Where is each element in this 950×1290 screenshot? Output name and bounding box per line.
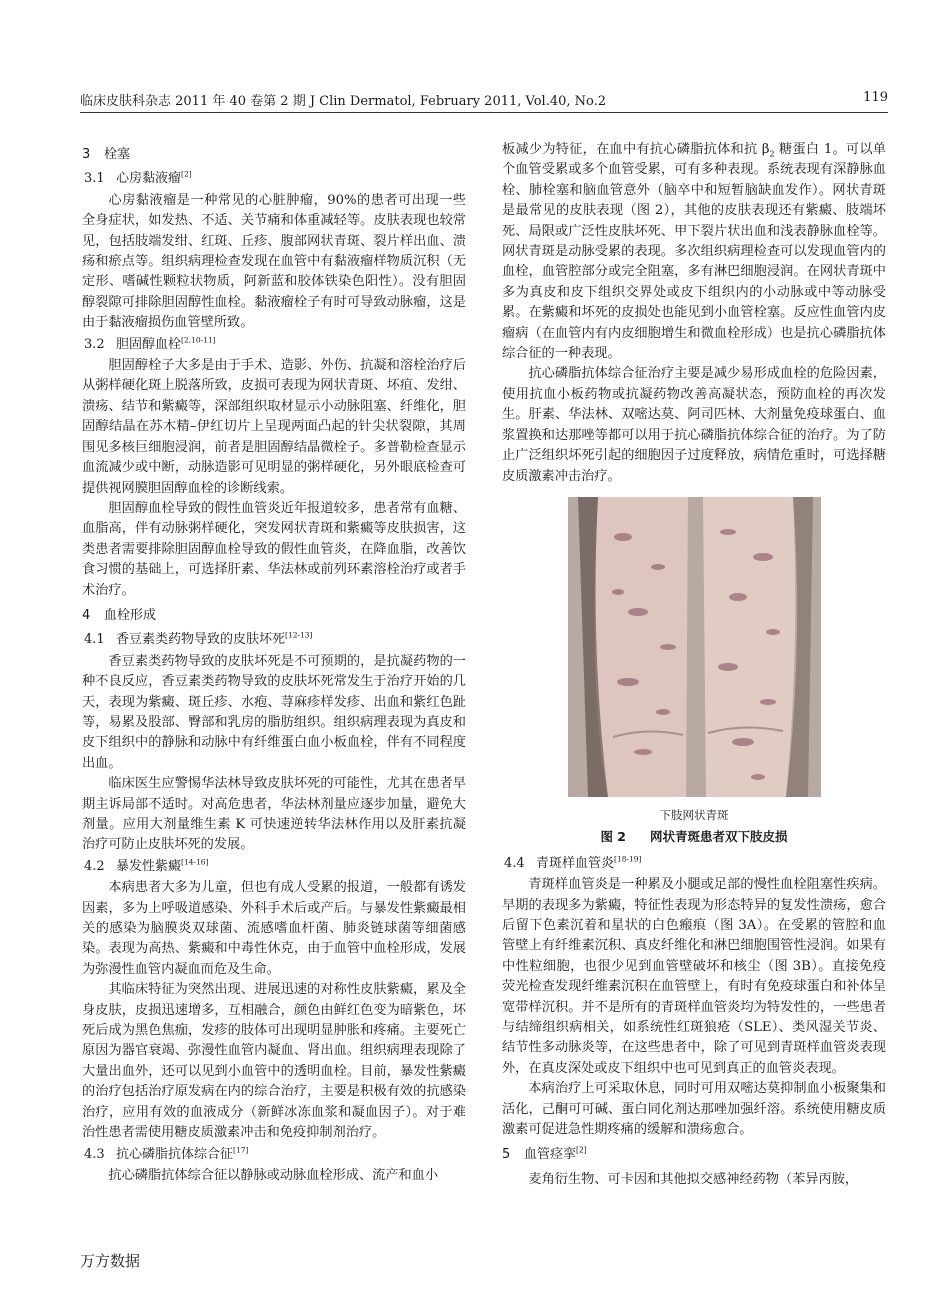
figure-caption-text: 网状青斑患者双下肢皮损 xyxy=(650,829,788,845)
citation-ref: [2,10-11] xyxy=(181,335,216,345)
paragraph: 胆固醇血栓导致的假性血管炎近年报道较多，患者常有血糖、血脂高，伴有动脉粥样硬化，突发网状青斑和紫癜等皮肤损害，这类患者需要排除胆固醇血栓导致的假性血管炎，在降血脂，改善饮食习惯的基础上，可选择肝素、华法林或前列环素溶栓治疗或者手术治疗。 xyxy=(82,500,466,598)
paragraph-continued: 板减少为特征，在血中有抗心磷脂抗体和抗 $\beta_2$ 糖蛋白 1。可以单个血管受累或多个血管受累，可有多种表现。系统表现有深静脉血栓、肺栓塞和脑血管意外（脑卒中和短暂脑缺血发作）。网状青斑是最常见的皮肤表现（图 2），其他的皮肤表现还有紫癜、肢端坏死、局限或广泛性皮肤坏死、甲下裂片状出血和浅表静脉血栓等。网状青斑是动脉受累的表现。多次组织病理检查可以发现血管内的血栓，血管腔部分或完全阻塞，多有淋巴细胞浸润。在网状青斑中多为真皮和皮下组织交界处或皮下组织内的小动脉或中等动脉受累。在紫癜和坏死的皮损处也能见到小血管栓塞。反应性血管内皮瘤病（在血管内有内皮细胞增生和微血栓形成）也是抗心磷脂抗体综合征的一种表现。 xyxy=(502,142,886,362)
subsection-heading-3-1: 3.1 心房黏液瘤[2] xyxy=(84,170,192,187)
citation-ref: [2] xyxy=(181,170,192,180)
left-column xyxy=(82,140,466,1186)
subsection-heading-3-2: 3.2 胆固醇血栓[2,10-11] xyxy=(84,335,216,352)
page-number: 119 xyxy=(863,90,888,105)
paragraph: 麦角衍生物、可卡因和其他拟交感神经药物（苯异丙胺， xyxy=(528,1171,859,1187)
right-column xyxy=(502,140,886,1190)
figure-label: 图 2 xyxy=(600,829,627,845)
subsection-heading-4-4: 4.4 青斑样血管炎[18-19] xyxy=(504,854,642,871)
footer-watermark: 万方数据 xyxy=(80,1252,141,1270)
paragraph: 抗心磷脂抗体综合征以静脉或动脉血栓形成、流产和血小 xyxy=(108,1167,439,1183)
paragraph: 本病治疗上可采取休息，同时可用双嘧达莫抑制血小板聚集和活化，己酮可可碱、蛋白同化剂达那唑加强纤溶。系统使用糖皮质激素可促进急性期疼痛的缓解和溃疡愈合。 xyxy=(502,1081,886,1137)
subsection-heading-4-1: 4.1 香豆素类药物导致的皮肤坏死[12-13] xyxy=(84,631,313,648)
figure-caption xyxy=(502,827,886,847)
section-heading-3: 3 栓塞 xyxy=(82,147,131,162)
citation-ref: [2] xyxy=(576,1146,587,1156)
section-heading-4: 4 血栓形成 xyxy=(82,607,157,623)
paragraph: 临床医生应警惕华法林导致皮肤坏死的可能性，尤其在患者早期主诉局部不适时。对高危患者，华法林剂量应逐步加量，避免大剂量。应用大剂量维生素 K 可快速逆转华法林作用以及肝素抗凝治疗可防止皮肤坏死的发展。 xyxy=(82,776,466,853)
figure-photo-legs xyxy=(568,497,821,797)
paragraph: 香豆素类药物导致的皮肤坏死是不可预期的，是抗凝药物的一种不良反应，香豆素类药物导致的皮肤坏死常发生于治疗开始的几天，表现为紫癜、斑丘疹、水疱、荨麻疹样发疹、出血和紫红色趾等，易累及股部、臀部和乳房的脂肪组织。组织病理表现为真皮和皮下组织中的静脉和动脉中有纤维蛋白血小板血栓，伴有不同程度出血。 xyxy=(82,653,466,771)
paragraph: 胆固醇栓子大多是由于手术、造影、外伤、抗凝和溶栓治疗后从粥样硬化斑上脱落所致，皮损可表现为网状青斑、坏疽、发绀、溃疡、结节和紫癜等，深部组织取材显示小动脉阻塞、纤维化，胆固醇结晶在苏木精–伊红切片上呈现两面凸起的针尖状裂隙，其周围见多核巨细胞浸润，前者是胆固醇结晶微栓子。多普勒检查显示血流减少或中断，动脉造影可见明显的粥样硬化，另外眼底检查可提供视网膜胆固醇血栓的诊断线索。 xyxy=(82,358,466,496)
paragraph: 其临床特征为突然出现、进展迅速的对称性皮肤紫癜，累及全身皮肤，皮损迅速增多，互相融合，颜色由鲜红色变为暗紫色，坏死后成为黑色焦痂，发疹的肢体可出现明显肿胀和疼痛。主要死亡原因为器官衰竭、弥漫性血管内凝血、肾出血。组织病理表现除了大量出血外，还可以见到小血管中的透明血栓。目前，暴发性紫癜的治疗包括治疗原发病在内的综合治疗，主要是积极有效的抗感染治疗，应用有效的血液成分（新鲜冰冻血浆和凝血因子）。对于难治性患者需使用糖皮质激素冲击和免疫抑制剂治疗。 xyxy=(82,982,466,1141)
citation-ref: [12-13] xyxy=(285,631,313,641)
paragraph: 心房黏液瘤是一种常见的心脏肿瘤，90%的患者可出现一些全身症状，如发热、不适、关节痛和体重减轻等。皮肤表现也较常见，包括肢端发绀、红斑、丘疹、腹部网状青斑、裂片样出血、溃疡和瘀点等。组织病理检查发现在血管中有黏液瘤样物质沉积（无定形、嗜碱性颗粒状物质，阿新蓝和胶体铁染色阳性）。没有胆固醇裂隙可排除胆固醇性血栓。黏液瘤栓子有时可导致动脉瘤，这是由于黏液瘤损伤血管壁所致。 xyxy=(82,192,466,331)
subsection-heading-4-2: 4.2 暴发性紫癜[14-16] xyxy=(84,857,209,874)
running-header xyxy=(80,90,888,113)
paragraph: 本病患者大多为儿童，但也有成人受累的报道，一般都有诱发因素，多为上呼吸道感染、外科手术后或产后。与暴发性紫癜最相关的感染为脑膜炎双球菌、流感嗜血杆菌、肺炎链球菌等细菌感染。表现为高热、紫癜和中毒性休克，由于血管中血栓形成，发展为弥漫性血管内凝血而危及生命。 xyxy=(82,880,466,977)
paragraph: 抗心磷脂抗体综合征治疗主要是减少易形成血栓的危险因素，使用抗血小板药物或抗凝药物改善高凝状态，预防血栓的再次发生。肝素、华法林、双嘧达莫、阿司匹林、大剂量免疫球蛋白、血浆置换和达那唑等都可以用于抗心磷脂抗体综合征的治疗。为了防止广泛组织坏死引起的细胞因子过度释放，病情危重时，可选择糖皮质激素冲击治疗。 xyxy=(502,366,886,484)
subsection-heading-4-3: 4.3 抗心磷脂抗体综合征[17] xyxy=(84,1145,249,1162)
citation-ref: [17] xyxy=(233,1145,249,1155)
citation-ref: [18-19] xyxy=(614,854,642,864)
journal-citation: 临床皮肤科杂志 2011 年 40 卷第 2 期 J Clin Dermatol, February 2011, Vol.40, No.2 xyxy=(80,94,607,109)
figure-inner-caption: 下肢网状青斑 xyxy=(659,807,729,822)
legs-illustration xyxy=(568,497,821,797)
section-heading-5: 5 血管痉挛[2] xyxy=(502,1146,587,1163)
figure-2 xyxy=(502,497,886,848)
paragraph: 青斑样血管炎是一种累及小腿或足部的慢性血栓阻塞性疾病。早期的表现多为紫癜，特征性表现为形态特异的复发性溃疡，愈合后留下色素沉着和星状的白色瘢痕（图 3A）。在受累的管腔和血管壁上有纤维素沉积、真皮纤维化和淋巴细胞围管性浸润。如果有中性粒细胞，也很少见到血管壁破坏和核尘（图 3B）。直接免疫荧光检查发现纤维素沉积在血管壁上，有时有免疫球蛋白和补体呈宽带样沉积。并不是所有的青斑样血管炎均为特发性的，一些患者与结缔组织病相关，如系统性红斑狼疮（SLE）、类风湿关节炎、结节性多动脉炎等，在这些患者中，除了可见到青斑样血管炎表现外，在真皮深处或皮下组织中也可见到真正的血管炎表现。 xyxy=(502,877,886,1076)
citation-ref: [14-16] xyxy=(181,857,209,867)
